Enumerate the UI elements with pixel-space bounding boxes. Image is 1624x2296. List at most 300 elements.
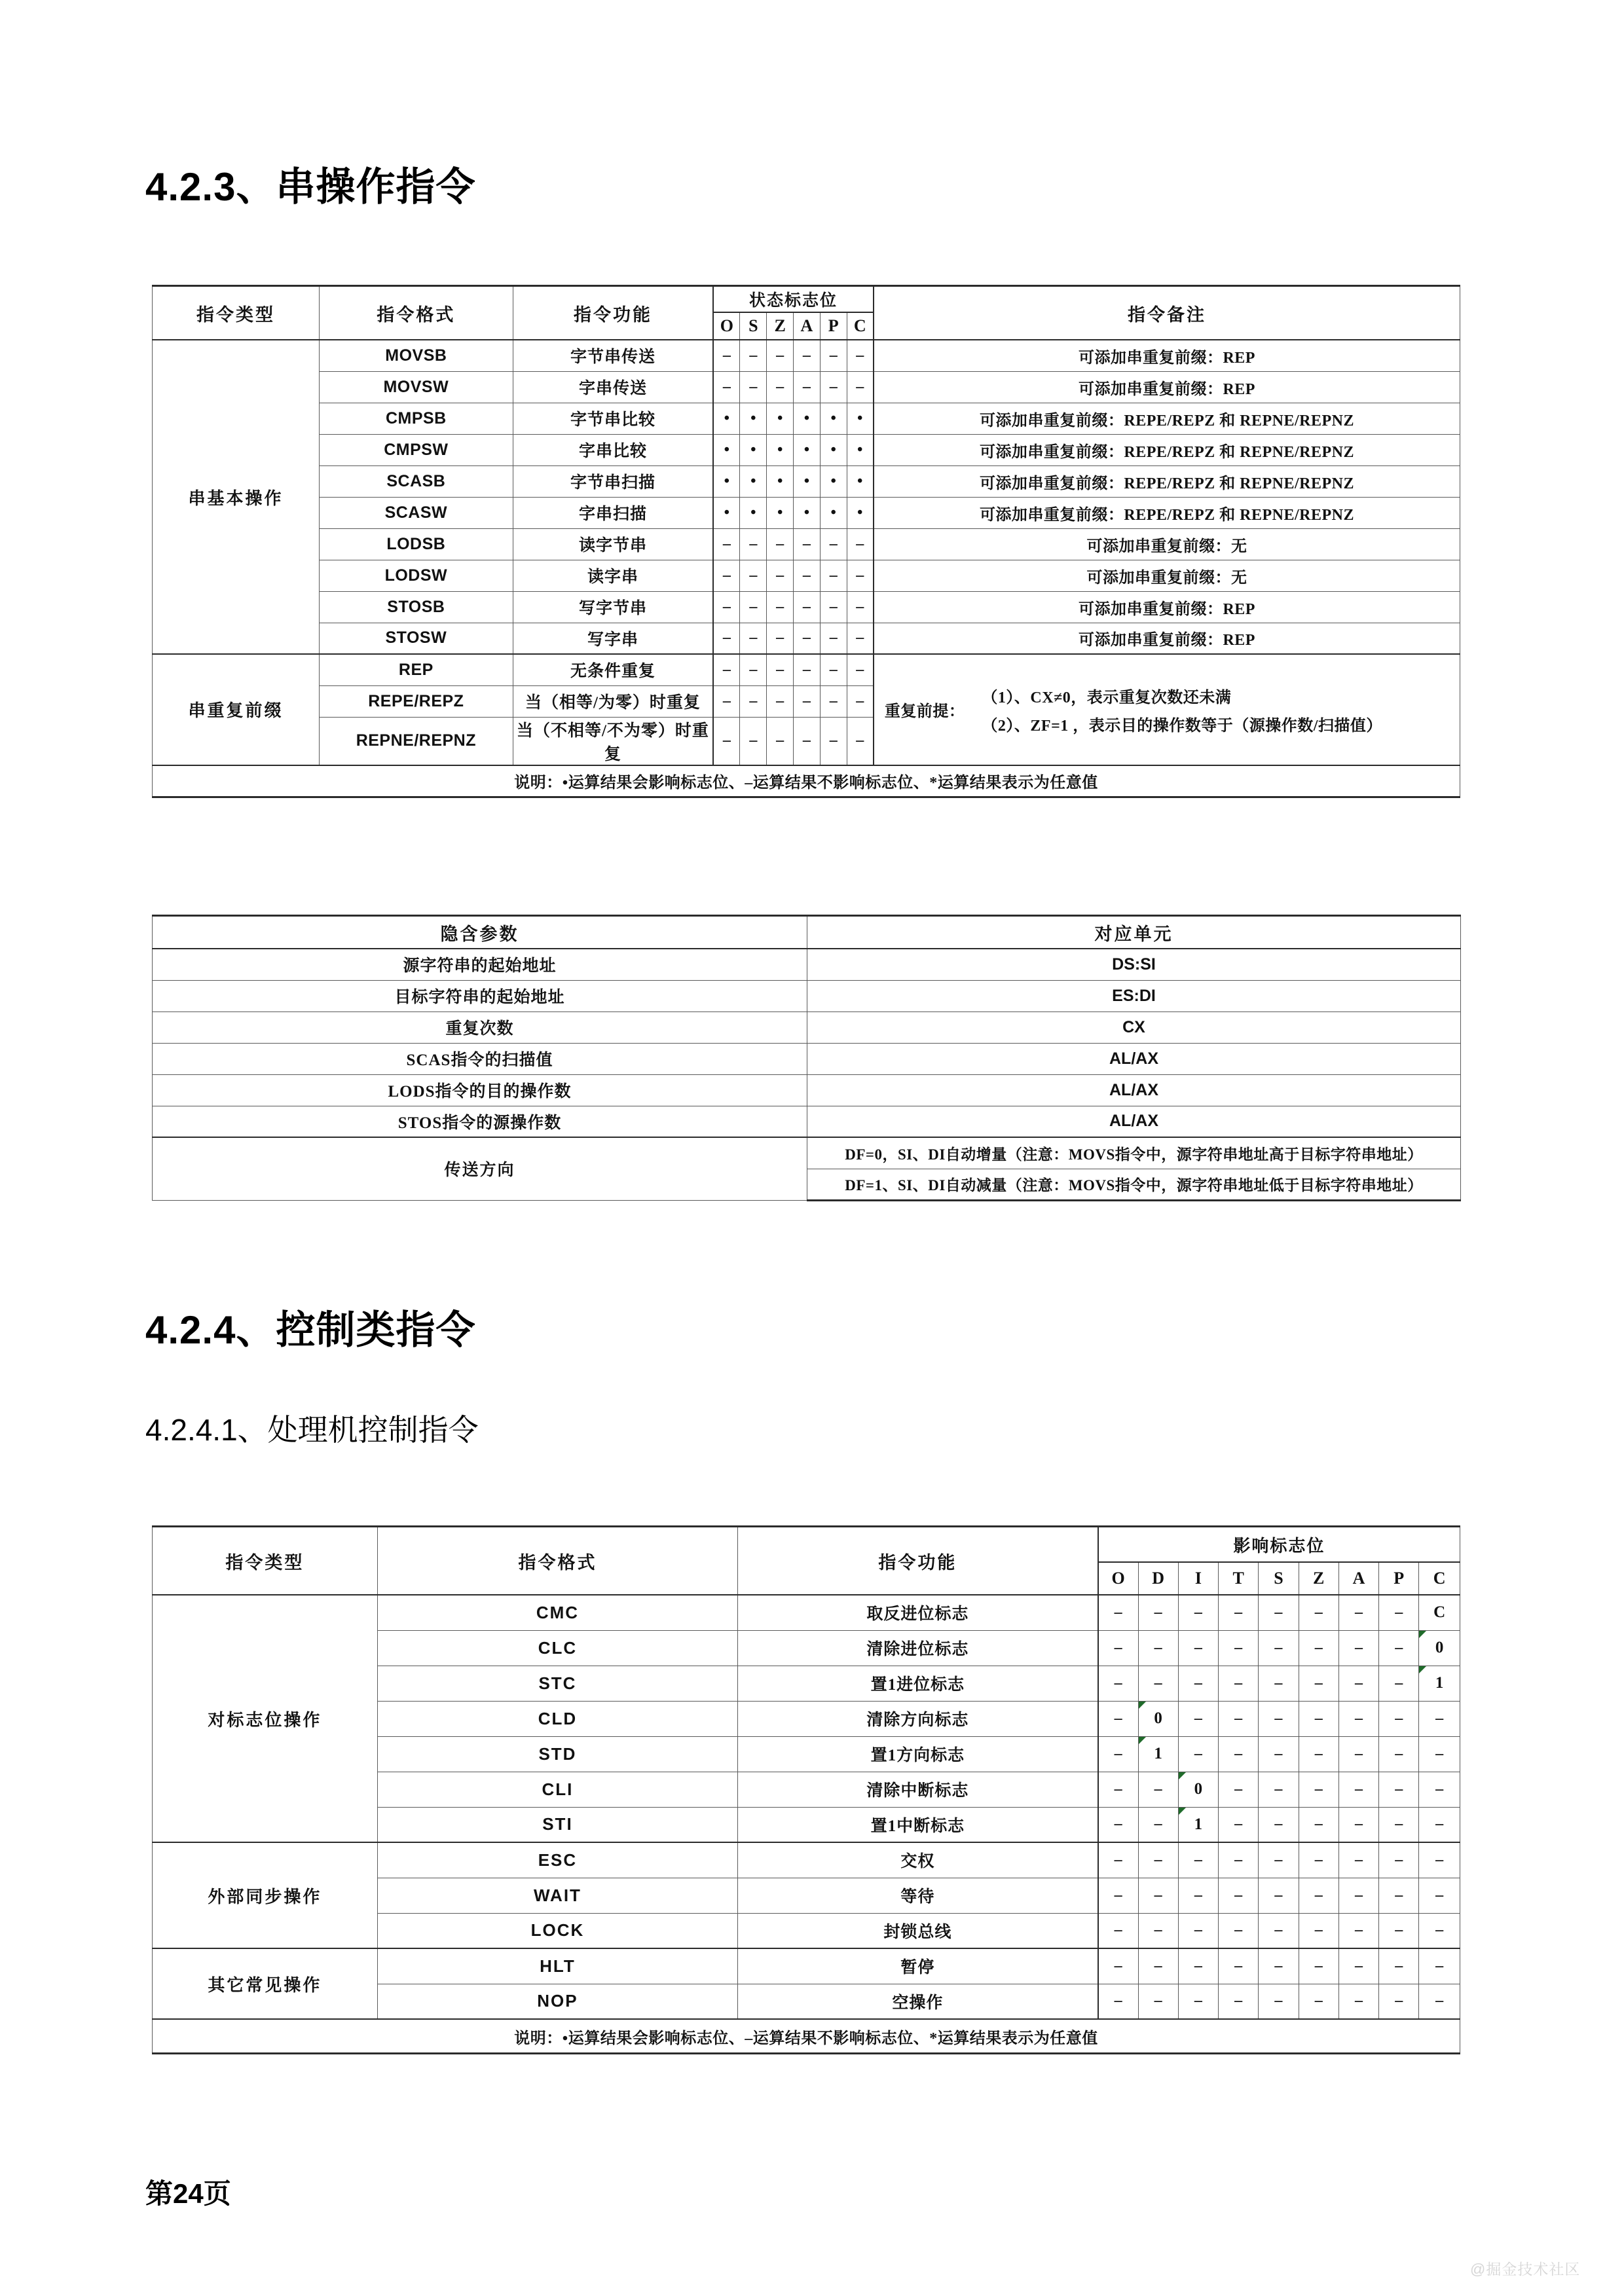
flag-value: – <box>767 623 794 654</box>
col-header-implicit-unit: 对应单元 <box>807 916 1461 949</box>
flag-value: – <box>1299 1913 1338 1948</box>
instruction-format: MOVSW <box>319 371 513 403</box>
flag-value: – <box>1379 1807 1419 1842</box>
implicit-unit: CX <box>807 1011 1461 1043</box>
ctl-flag-header-T: T <box>1219 1562 1259 1595</box>
flag-value: – <box>767 560 794 591</box>
repeat-precondition-note <box>874 654 1460 765</box>
flag-value: – <box>1299 1807 1338 1842</box>
flag-value: – <box>1138 1807 1178 1842</box>
control-table-head <box>153 1527 1460 1595</box>
flag-value: • <box>767 434 794 465</box>
flag-value: – <box>1379 1842 1419 1878</box>
table-row <box>153 465 1460 497</box>
instruction-format: HLT <box>377 1948 737 1984</box>
flag-value: – <box>794 528 821 560</box>
flag-value: – <box>820 560 847 591</box>
legend-text: 说明：•运算结果会影响标志位、–运算结果不影响标志位、*运算结果表示为任意值 <box>153 765 1460 797</box>
table-row <box>153 560 1460 591</box>
col-header-format: 指令格式 <box>319 286 513 340</box>
instruction-function: 清除进位标志 <box>738 1630 1098 1666</box>
flag-value: – <box>1419 1984 1460 2019</box>
table-row <box>153 623 1460 654</box>
flag-value: – <box>847 340 874 371</box>
implicit-unit: AL/AX <box>807 1074 1461 1106</box>
flag-value: – <box>1259 1630 1299 1666</box>
instruction-remark: 可添加串重复前缀：REP <box>874 371 1460 403</box>
flag-value: – <box>740 591 767 623</box>
flag-header-Z: Z <box>767 312 794 340</box>
flag-value: – <box>1138 1948 1178 1984</box>
ctl-flag-header-D: D <box>1138 1562 1178 1595</box>
flag-value: – <box>847 654 874 685</box>
col-header-type: 指令类型 <box>153 286 320 340</box>
instruction-function: 置1进位标志 <box>738 1666 1098 1701</box>
flag-value: 1 <box>1419 1666 1460 1701</box>
flag-value: – <box>1379 1913 1419 1948</box>
instruction-format: REPNE/REPNZ <box>319 717 513 765</box>
table-row <box>153 1842 1460 1878</box>
flag-value: – <box>1419 1948 1460 1984</box>
flag-value: – <box>1338 1807 1378 1842</box>
table-row <box>153 1106 1461 1137</box>
flag-value: – <box>1098 1842 1138 1878</box>
flag-value: – <box>847 685 874 717</box>
implicit-parameter-table <box>152 915 1461 1201</box>
flag-value: – <box>1098 1630 1138 1666</box>
flag-value: – <box>794 654 821 685</box>
instruction-function: 写字串 <box>513 623 713 654</box>
flag-value: – <box>1299 1595 1338 1630</box>
instruction-format: LOCK <box>377 1913 737 1948</box>
flag-value: – <box>1259 1807 1299 1842</box>
flag-value: – <box>1178 1842 1218 1878</box>
control-table-body <box>153 1595 1460 2054</box>
instruction-function: 暂停 <box>738 1948 1098 1984</box>
flag-value: • <box>794 497 821 528</box>
implicit-param: 重复次数 <box>153 1011 807 1043</box>
flag-value: • <box>713 497 740 528</box>
flag-value: – <box>767 371 794 403</box>
instruction-format: ESC <box>377 1842 737 1878</box>
flag-value: – <box>767 717 794 765</box>
instruction-function: 清除方向标志 <box>738 1701 1098 1736</box>
flag-value: – <box>1138 1630 1178 1666</box>
instruction-function: 读字节串 <box>513 528 713 560</box>
flag-value: – <box>767 528 794 560</box>
flag-value: 1 <box>1178 1807 1218 1842</box>
flag-value: • <box>820 403 847 434</box>
flag-value: – <box>1259 1736 1299 1772</box>
flag-header-P: P <box>820 312 847 340</box>
flag-value: – <box>794 591 821 623</box>
flag-value: – <box>794 685 821 717</box>
instruction-function: 无条件重复 <box>513 654 713 685</box>
repeat-precondition-line-1: （1）、CX≠0，表示重复次数还未满 <box>982 689 1232 706</box>
flag-value: – <box>1379 1666 1419 1701</box>
flag-value: – <box>1219 1913 1259 1948</box>
ctl-flag-header-S: S <box>1259 1562 1299 1595</box>
flag-value: – <box>1178 1595 1218 1630</box>
table-row <box>153 340 1460 371</box>
instruction-format: CLI <box>377 1772 737 1807</box>
flag-value: • <box>713 403 740 434</box>
flag-value: – <box>1299 1948 1338 1984</box>
instruction-format: STOSW <box>319 623 513 654</box>
flag-value: – <box>1338 1984 1378 2019</box>
flag-value: C <box>1419 1595 1460 1630</box>
flag-value: – <box>1138 1984 1178 2019</box>
flag-value: • <box>740 434 767 465</box>
flag-value: – <box>847 560 874 591</box>
instruction-format: CMC <box>377 1595 737 1630</box>
instruction-remark: 可添加串重复前缀：REP <box>874 623 1460 654</box>
flag-value: – <box>1338 1913 1378 1948</box>
flag-value: – <box>1219 1878 1259 1913</box>
flag-value: – <box>713 685 740 717</box>
flag-value: – <box>820 685 847 717</box>
flag-value: – <box>1138 1842 1178 1878</box>
flag-value: – <box>1098 1807 1138 1842</box>
flag-value: – <box>1178 1984 1218 2019</box>
flag-value: – <box>1338 1948 1378 1984</box>
instruction-format: STOSB <box>319 591 513 623</box>
instruction-format: CLD <box>377 1701 737 1736</box>
flag-value: – <box>713 371 740 403</box>
flag-value: – <box>794 717 821 765</box>
flag-value: – <box>1379 1701 1419 1736</box>
instruction-remark: 可添加串重复前缀：REP <box>874 591 1460 623</box>
table-row <box>153 403 1460 434</box>
table-row <box>153 1948 1460 1984</box>
flag-value: 1 <box>1138 1736 1178 1772</box>
flag-value: • <box>794 434 821 465</box>
flag-value: – <box>1299 1630 1338 1666</box>
flag-value: – <box>1379 1984 1419 2019</box>
ctl-col-header-type: 指令类型 <box>153 1527 378 1595</box>
flag-value: – <box>1219 1948 1259 1984</box>
heading-4-2-4-1: 4.2.4.1、处理机控制指令 <box>145 1413 479 1447</box>
instruction-format: MOVSB <box>319 340 513 371</box>
flag-value: • <box>794 465 821 497</box>
flag-value: – <box>1299 1772 1338 1807</box>
flag-value: – <box>794 623 821 654</box>
flag-value: – <box>767 654 794 685</box>
instruction-function: 读字串 <box>513 560 713 591</box>
flag-value: • <box>820 434 847 465</box>
flag-value: – <box>1098 1666 1138 1701</box>
instruction-format: CMPSB <box>319 403 513 434</box>
flag-value: – <box>1338 1701 1378 1736</box>
flag-value: – <box>1219 1595 1259 1630</box>
flag-value: – <box>847 717 874 765</box>
flag-value: • <box>847 497 874 528</box>
flag-value: • <box>740 497 767 528</box>
flag-value: – <box>713 591 740 623</box>
instruction-format: STI <box>377 1807 737 1842</box>
col-header-function: 指令功能 <box>513 286 713 340</box>
flag-value: – <box>1178 1948 1218 1984</box>
table-row <box>153 371 1460 403</box>
repeat-precondition-label: 重复前提： <box>884 703 965 721</box>
flag-value: • <box>847 434 874 465</box>
flag-value: • <box>740 465 767 497</box>
flag-value: – <box>1299 1736 1338 1772</box>
flag-value: – <box>847 371 874 403</box>
flag-value: 0 <box>1419 1630 1460 1666</box>
instruction-function: 等待 <box>738 1878 1098 1913</box>
flag-value: – <box>1178 1736 1218 1772</box>
flag-value: – <box>820 340 847 371</box>
instruction-format: CLC <box>377 1630 737 1666</box>
flag-value: – <box>1299 1701 1338 1736</box>
ctl-flag-header-O: O <box>1098 1562 1138 1595</box>
table-row <box>153 1595 1460 1630</box>
flag-value: • <box>767 497 794 528</box>
flag-value: – <box>1259 1913 1299 1948</box>
flag-value: • <box>713 465 740 497</box>
table-row <box>153 591 1460 623</box>
repeat-precondition-line-2: （2）、ZF=1 ，表示目的操作数等于（源操作数/扫描值） <box>982 717 1382 735</box>
heading-4-2-3: 4.2.3、串操作指令 <box>145 165 476 209</box>
instruction-category-label: 其它常见操作 <box>153 1948 378 2019</box>
flag-value: – <box>1219 1666 1259 1701</box>
watermark: @掘金技术社区 <box>1470 2261 1581 2278</box>
flag-header-S: S <box>740 312 767 340</box>
table-row <box>153 1011 1461 1043</box>
flag-header-C: C <box>847 312 874 340</box>
flag-value: – <box>767 340 794 371</box>
flag-value: – <box>1098 1595 1138 1630</box>
instruction-format: LODSB <box>319 528 513 560</box>
flag-value: – <box>1338 1736 1378 1772</box>
flag-value: – <box>1259 1772 1299 1807</box>
flag-value: – <box>1338 1878 1378 1913</box>
flag-value: – <box>820 623 847 654</box>
instruction-format: WAIT <box>377 1878 737 1913</box>
string-table-head <box>153 286 1460 340</box>
flag-value: – <box>1379 1948 1419 1984</box>
instruction-function: 字节串传送 <box>513 340 713 371</box>
flag-value: – <box>1379 1595 1419 1630</box>
ctl-flag-header-P: P <box>1379 1562 1419 1595</box>
legend-text: 说明：•运算结果会影响标志位、–运算结果不影响标志位、*运算结果表示为任意值 <box>153 2019 1460 2054</box>
ctl-flag-header-A: A <box>1338 1562 1378 1595</box>
instruction-category-label: 对标志位操作 <box>153 1595 378 1842</box>
flag-value: – <box>1419 1701 1460 1736</box>
control-instruction-table <box>152 1525 1460 2054</box>
flag-value: – <box>740 560 767 591</box>
col-header-status-flags: 状态标志位 <box>713 286 874 313</box>
flag-value: • <box>847 465 874 497</box>
ctl-col-header-function: 指令功能 <box>738 1527 1098 1595</box>
table-row <box>153 1043 1461 1074</box>
flag-value: • <box>794 403 821 434</box>
flag-value: – <box>1098 1772 1138 1807</box>
flag-value: – <box>713 717 740 765</box>
instruction-function: 置1方向标志 <box>738 1736 1098 1772</box>
instruction-remark: 可添加串重复前缀：REP <box>874 340 1460 371</box>
instruction-function: 空操作 <box>738 1984 1098 2019</box>
flag-value: – <box>1219 1842 1259 1878</box>
flag-value: – <box>1098 1984 1138 2019</box>
instruction-format: SCASW <box>319 497 513 528</box>
implicit-param: LODS指令的目的操作数 <box>153 1074 807 1106</box>
instruction-format: NOP <box>377 1984 737 2019</box>
ctl-flag-header-C: C <box>1419 1562 1460 1595</box>
flag-value: • <box>820 465 847 497</box>
flag-value: – <box>1178 1630 1218 1666</box>
flag-value: – <box>1138 1595 1178 1630</box>
flag-value: • <box>740 403 767 434</box>
flag-value: – <box>1299 1984 1338 2019</box>
flag-value: – <box>1419 1807 1460 1842</box>
flag-value: – <box>1338 1595 1378 1630</box>
flag-value: • <box>713 434 740 465</box>
flag-value: – <box>1379 1736 1419 1772</box>
instruction-function: 置1中断标志 <box>738 1807 1098 1842</box>
flag-value: – <box>1178 1913 1218 1948</box>
implicit-unit: AL/AX <box>807 1106 1461 1137</box>
instruction-format: CMPSW <box>319 434 513 465</box>
flag-value: – <box>1219 1701 1259 1736</box>
implicit-param: SCAS指令的扫描值 <box>153 1043 807 1074</box>
instruction-format: STC <box>377 1666 737 1701</box>
table-row <box>153 1137 1461 1169</box>
instruction-format: LODSW <box>319 560 513 591</box>
table-row <box>153 497 1460 528</box>
flag-value: – <box>1419 1842 1460 1878</box>
flag-value: – <box>1138 1878 1178 1913</box>
flag-value: – <box>847 528 874 560</box>
flag-value: • <box>847 403 874 434</box>
flag-value: – <box>1419 1736 1460 1772</box>
flag-value: – <box>740 371 767 403</box>
flag-value: – <box>1338 1842 1378 1878</box>
flag-value: – <box>1338 1772 1378 1807</box>
flag-value: – <box>820 717 847 765</box>
flag-value: – <box>1299 1878 1338 1913</box>
string-instruction-table <box>152 285 1460 798</box>
instruction-remark: 可添加串重复前缀：REPE/REPZ 和 REPNE/REPNZ <box>874 497 1460 528</box>
implicit-unit: DS:SI <box>807 949 1461 980</box>
transfer-direction-line-1: DF=0，SI、DI自动增量（注意：MOVS指令中，源字符串地址高于目标字符串地址） <box>807 1137 1461 1169</box>
instruction-function: 取反进位标志 <box>738 1595 1098 1630</box>
flag-value: – <box>820 371 847 403</box>
flag-value: – <box>1299 1842 1338 1878</box>
flag-value: – <box>767 685 794 717</box>
flag-value: – <box>1219 1807 1259 1842</box>
legend-row <box>153 765 1460 797</box>
flag-value: – <box>767 591 794 623</box>
instruction-category-label: 串基本操作 <box>153 340 320 654</box>
flag-value: – <box>1259 1948 1299 1984</box>
transfer-direction-line-2: DF=1、SI、DI自动减量（注意：MOVS指令中，源字符串地址低于目标字符串地址） <box>807 1169 1461 1200</box>
flag-value: • <box>767 465 794 497</box>
flag-value: – <box>1379 1878 1419 1913</box>
table-row <box>153 434 1460 465</box>
instruction-function: 交权 <box>738 1842 1098 1878</box>
legend-row <box>153 2019 1460 2054</box>
flag-value: – <box>794 340 821 371</box>
page-number: 第24页 <box>145 2178 231 2209</box>
flag-value: – <box>820 528 847 560</box>
flag-value: – <box>1419 1913 1460 1948</box>
ctl-col-header-format: 指令格式 <box>377 1527 737 1595</box>
implicit-table-head <box>153 916 1461 949</box>
flag-value: – <box>1178 1878 1218 1913</box>
flag-value: – <box>740 340 767 371</box>
flag-value: – <box>740 623 767 654</box>
flag-value: • <box>820 497 847 528</box>
flag-value: • <box>767 403 794 434</box>
flag-value: – <box>1259 1878 1299 1913</box>
flag-value: – <box>1138 1666 1178 1701</box>
instruction-function: 封锁总线 <box>738 1913 1098 1948</box>
instruction-category-label: 串重复前缀 <box>153 654 320 765</box>
flag-value: – <box>1219 1736 1259 1772</box>
flag-value: 0 <box>1138 1701 1178 1736</box>
instruction-remark: 可添加串重复前缀：REPE/REPZ 和 REPNE/REPNZ <box>874 403 1460 434</box>
instruction-function: 当（不相等/不为零）时重复 <box>513 717 713 765</box>
flag-value: – <box>1379 1772 1419 1807</box>
flag-value: – <box>1098 1736 1138 1772</box>
flag-header-A: A <box>794 312 821 340</box>
instruction-format: REPE/REPZ <box>319 685 513 717</box>
ctl-flag-header-I: I <box>1178 1562 1218 1595</box>
flag-value: – <box>1219 1984 1259 2019</box>
transfer-direction-label: 传送方向 <box>153 1137 807 1200</box>
flag-value: – <box>1098 1913 1138 1948</box>
flag-value: – <box>713 654 740 685</box>
instruction-function: 清除中断标志 <box>738 1772 1098 1807</box>
instruction-remark: 可添加串重复前缀：无 <box>874 560 1460 591</box>
flag-value: – <box>1338 1630 1378 1666</box>
implicit-unit: AL/AX <box>807 1043 1461 1074</box>
flag-value: – <box>1098 1878 1138 1913</box>
flag-value: – <box>1419 1878 1460 1913</box>
flag-value: – <box>713 528 740 560</box>
flag-value: – <box>847 623 874 654</box>
flag-value: – <box>1138 1772 1178 1807</box>
instruction-format: REP <box>319 654 513 685</box>
flag-value: – <box>1138 1913 1178 1948</box>
instruction-category-label: 外部同步操作 <box>153 1842 378 1948</box>
table-row <box>153 980 1461 1011</box>
instruction-function: 当（相等/为零）时重复 <box>513 685 713 717</box>
instruction-function: 字节串扫描 <box>513 465 713 497</box>
flag-value: – <box>847 591 874 623</box>
flag-value: – <box>740 717 767 765</box>
flag-value: – <box>1098 1701 1138 1736</box>
instruction-remark: 可添加串重复前缀：无 <box>874 528 1460 560</box>
flag-header-O: O <box>713 312 740 340</box>
instruction-format: SCASB <box>319 465 513 497</box>
flag-value: – <box>1259 1984 1299 2019</box>
flag-value: – <box>820 591 847 623</box>
implicit-param: 目标字符串的起始地址 <box>153 980 807 1011</box>
instruction-remark: 可添加串重复前缀：REPE/REPZ 和 REPNE/REPNZ <box>874 465 1460 497</box>
flag-value: – <box>713 623 740 654</box>
table-row <box>153 1074 1461 1106</box>
instruction-format: STD <box>377 1736 737 1772</box>
table-row <box>153 654 1460 685</box>
implicit-param: STOS指令的源操作数 <box>153 1106 807 1137</box>
col-header-implicit-param: 隐含参数 <box>153 916 807 949</box>
flag-value: – <box>740 654 767 685</box>
flag-value: – <box>820 654 847 685</box>
implicit-unit: ES:DI <box>807 980 1461 1011</box>
